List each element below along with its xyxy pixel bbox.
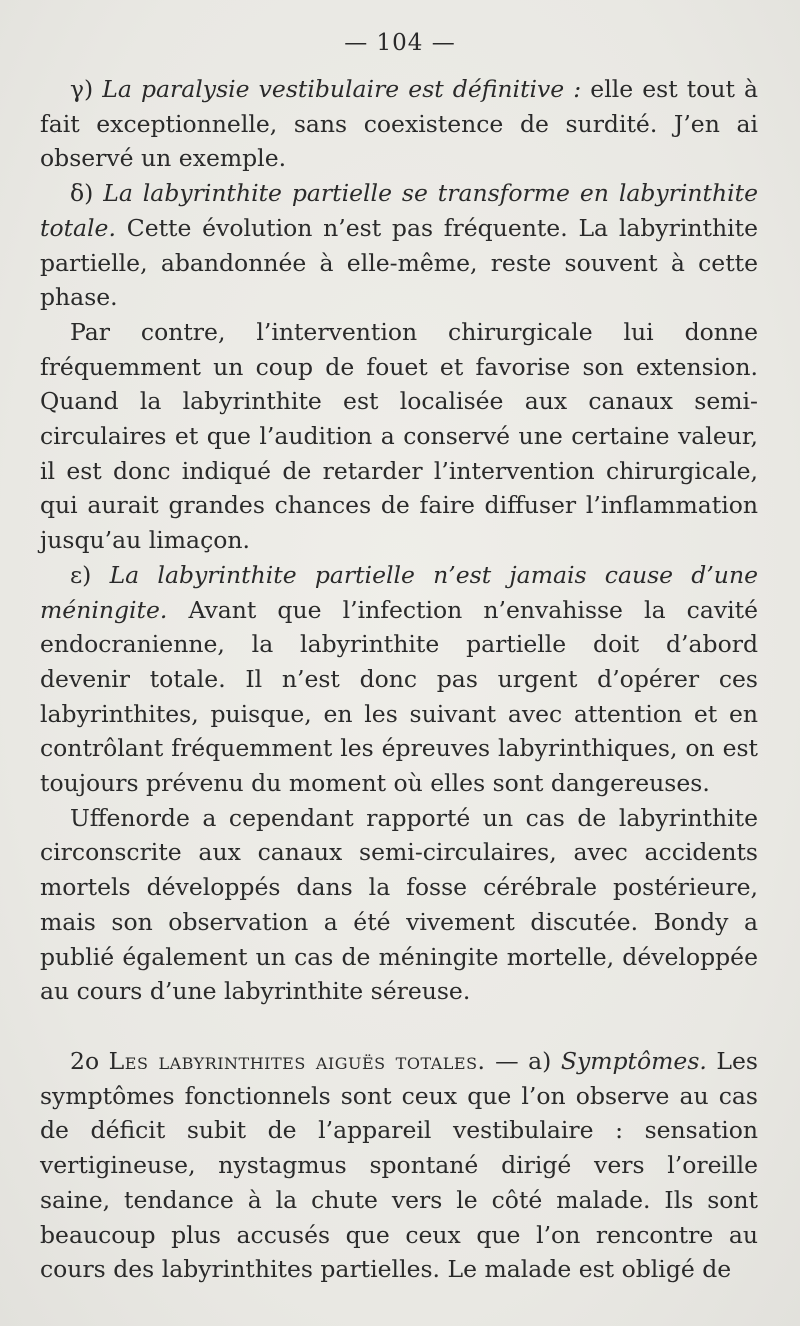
section-gap (40, 1009, 758, 1044)
section-heading-paragraph (40, 1044, 758, 1287)
paragraph-text: Avant que l’infection n’envahisse la cavité endocranienne, la labyrinthite partielle doit d’abord devenir totale. Il n’est donc pas urgent d’opérer ces labyrinthites, puisque, en les suivant avec attention et en contrôlant fréquemment les épreuves labyrinthiques, on est toujours prévenu du moment où elles sont dangereuses. (40, 595, 758, 798)
subsection-marker: a) (528, 1046, 561, 1075)
list-marker: γ) (70, 75, 103, 103)
paragraph-text: Par contre, l’intervention chirurgicale lui donne fréquemment un coup de fouet et favorise son extension. Quand la labyrinthite est localisée aux canaux semi-circulaires et que l’audition a conservé une certaine valeur, il est donc indiqué de retarder l’intervention chirurgicale, qui aurait grandes chances de faire diffuser l’inflammation jusqu’au limaçon. (40, 317, 758, 555)
paragraph-uffenorde (40, 801, 758, 1009)
list-marker: ε) (70, 560, 110, 589)
paragraph-intervention (40, 315, 758, 558)
paragraph-text: Uffenorde a cependant rapporté un cas de labyrinthite circonscrite aux canaux semi-circulaires, avec accidents mortels développés dans la fosse cérébrale postérieure, mais son observation a été vivement discutée. Bondy a publié également un cas de méningite mortelle, développée au cours d’une labyrinthite séreuse. (40, 803, 758, 1006)
paragraph-text: Cette évolution n’est pas fréquente. La labyrinthite partielle, abandonnée à elle-même, reste souvent à cette phase. (40, 213, 758, 312)
list-marker: δ) (70, 179, 104, 208)
paragraph-text: elle est tout à fait exceptionnelle, sans coexistence de surdité. J’en ai observé un exemple. (40, 75, 758, 173)
italic-heading: La labyrinthite partielle se transforme en labyrinthite totale. (40, 179, 758, 242)
section-title: Les labyrinthites aiguës totales. (108, 1046, 486, 1075)
body-text (40, 72, 758, 1287)
section-dash: — (485, 1046, 529, 1075)
paragraph-gamma (40, 72, 758, 176)
italic-heading: La paralysie vestibulaire est définitive : (102, 75, 582, 103)
paragraph-delta (40, 176, 758, 315)
paragraph-text: Les symptômes fonctionnels sont ceux que l’on observe au cas de déficit subit de l’appareil vestibulaire : sensation vertigineuse, nystagmus spontané dirigé vers l’oreille saine, tendance à la chute vers le côté malade. Ils sont beaucoup plus accusés que ceux que l’on rencontre au cours des labyrinthites partielles. Le malade est obligé de (40, 1046, 758, 1284)
paragraph-epsilon (40, 558, 758, 801)
subsection-title: Symptômes. (560, 1046, 707, 1075)
italic-heading: La labyrinthite partielle n’est jamais cause d’une méningite. (40, 560, 758, 624)
section-number: 2o (70, 1046, 109, 1075)
page-number: — 104 — (344, 30, 456, 56)
